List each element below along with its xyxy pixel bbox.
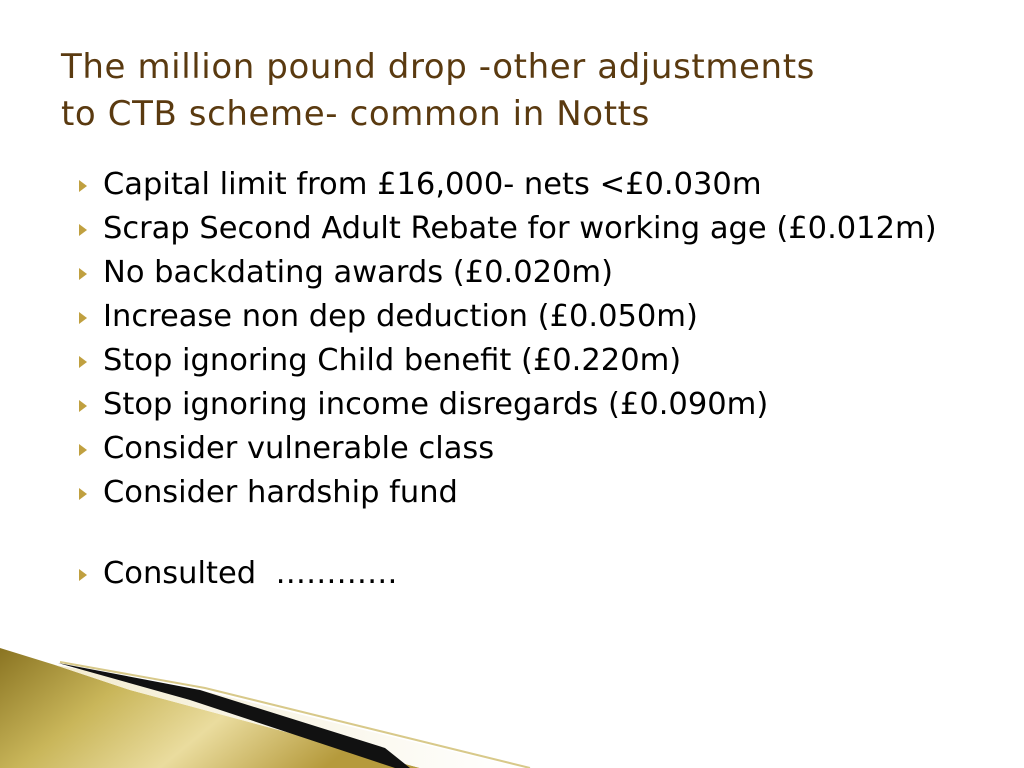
bullet-arrow-icon [79, 356, 87, 368]
bullet-text: No backdating awards (£0.020m) [103, 255, 614, 290]
bullet-item [76, 298, 956, 335]
bullet-item [76, 342, 956, 379]
bullet-arrow-icon [79, 224, 87, 236]
bullet-item [76, 555, 956, 592]
bullet-arrow-icon [79, 268, 87, 280]
slide-title-line-2: to CTB scheme- common in Notts [61, 94, 650, 134]
bullet-arrow-icon [79, 180, 87, 192]
bullet-text: Consider vulnerable class [103, 431, 495, 466]
bullet-item [76, 166, 956, 203]
bullet-text: Increase non dep deduction (£0.050m) [103, 299, 698, 334]
bullet-arrow-icon [79, 488, 87, 500]
bullet-item [76, 430, 956, 467]
bullet-text: Scrap Second Adult Rebate for working age (£0.012m) [103, 211, 937, 246]
bullet-arrow-icon [79, 312, 87, 324]
bullet-text: Consulted ………… [103, 556, 398, 591]
bullet-item [76, 386, 956, 423]
bullet-item [76, 474, 956, 511]
bullet-item [76, 254, 956, 291]
bullet-item [76, 210, 956, 247]
slide-title-line-1: The million pound drop -other adjustments [61, 47, 815, 87]
bullet-text: Capital limit from £16,000- nets <£0.030m [103, 167, 762, 202]
bullet-text: Consider hardship fund [103, 475, 458, 510]
bullet-list [76, 166, 956, 599]
bullet-text: Stop ignoring Child benefit (£0.220m) [103, 343, 682, 378]
slide-title [61, 44, 981, 138]
bullet-text: Stop ignoring income disregards (£0.090m) [103, 387, 769, 422]
bullet-arrow-icon [79, 444, 87, 456]
bullet-arrow-icon [79, 569, 87, 581]
bullet-arrow-icon [79, 400, 87, 412]
